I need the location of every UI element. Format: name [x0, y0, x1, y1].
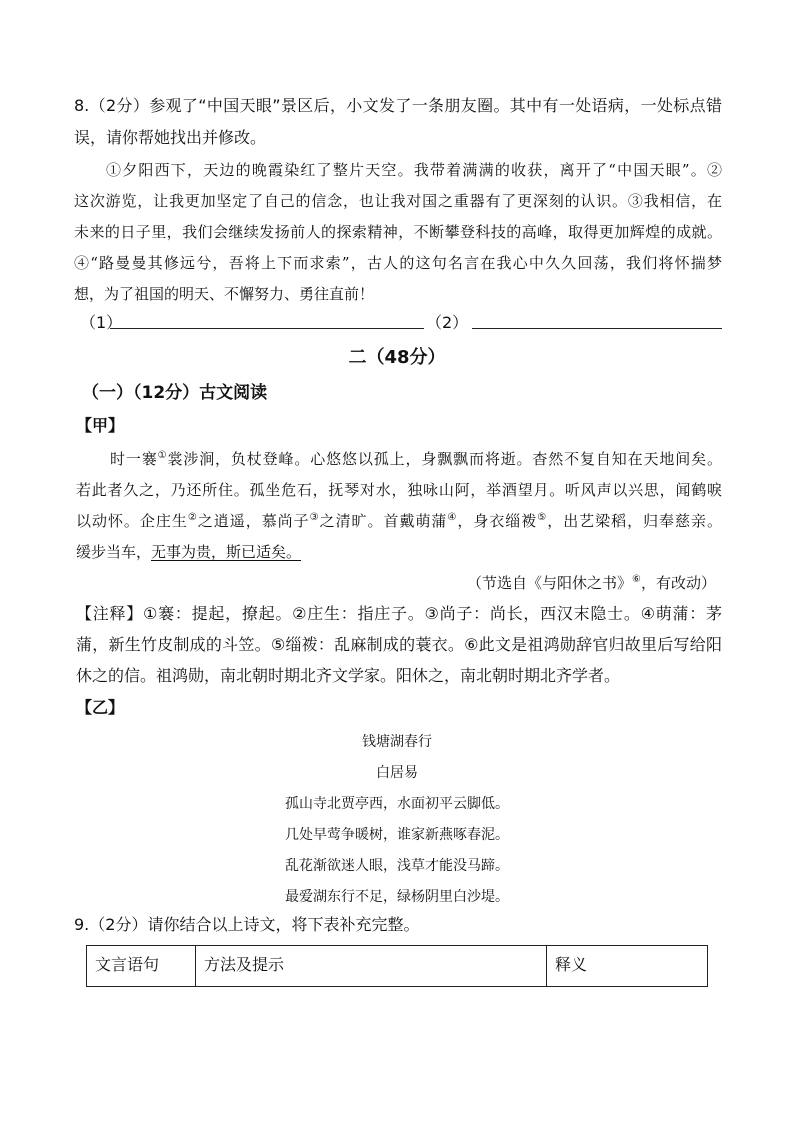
answer-label-1: （1）: [80, 313, 123, 332]
passage-yi-label: 【乙】: [76, 698, 125, 717]
q8-passage-line-2: 这次游览，让我更加坚定了自己的信念，也让我对国之重器有了更深刻的认识。③我相信，在: [74, 192, 722, 210]
table-header-row: [87, 946, 708, 987]
q9-table: [86, 945, 708, 987]
underlined-sentence: 无事为贵，斯已适矣。: [151, 543, 302, 561]
passage-jia-label: 【甲】: [76, 416, 125, 435]
poem-title: 钱塘湖春行: [362, 734, 432, 750]
section-title: 二（48分）: [348, 347, 446, 368]
q8-passage-line-5: 想，为了祖国的明天、不懈努力、勇往直前！: [74, 285, 375, 303]
jia-line-4: 缓步当车，无事为贵，斯已适矣。: [76, 543, 302, 561]
notes-line-2: 蒲，新生竹皮制成的斗笠。⑤缁袯：乱麻制成的蓑衣。⑥此文是祖鸿勋辞官归故里后写给阳: [76, 635, 722, 654]
poem-line-2: 几处早莺争暖树，谁家新燕啄春泥。: [285, 827, 509, 843]
poem-line-3: 乱花渐欲迷人眼，浅草才能没马蹄。: [285, 858, 509, 874]
jia-line-3: 以动怀。企庄生②之逍遥，慕尚子③之清旷。首戴萌蒲④，身衣缁袯⑤，出艺梁稻，归奉慈亲。: [76, 512, 722, 530]
answer-blank-1[interactable]: [110, 328, 424, 329]
q8-passage-line-3: 未来的日子里，我们会继续发扬前人的探索精神，不断攀登科技的高峰，取得更加辉煌的成就。: [74, 223, 722, 241]
notes-line-1: 【注释】①褰：提起，撩起。②庄生：指庄子。③尚子：尚长，西汉末隐士。④萌蒲：茅: [76, 604, 722, 623]
table-header-cell: 释义: [547, 946, 708, 987]
question-8-line-2: 误，请你帮她找出并修改。: [74, 128, 267, 147]
q8-passage-line-1: ①夕阳西下，天边的晚霞染红了整片天空。我带着满满的收获，离开了“中国天眼”。②: [106, 161, 722, 179]
reading-subtitle: （一）（12分）古文阅读: [82, 383, 268, 403]
answer-blank-2[interactable]: [472, 328, 722, 329]
question-9-prompt: 9.（2分）请你结合以上诗文，将下表补充完整。: [74, 915, 420, 934]
jia-line-1: 时一褰①裳涉涧，负杖登峰。心悠悠以孤上，身飘飘而将逝。杳然不复自知在天地间矣。: [110, 450, 722, 468]
answer-label-2: （2）: [426, 313, 469, 332]
source-citation: （节选自《与阳休之书》⑥，有改动）: [467, 574, 716, 592]
poem-author: 白居易: [376, 765, 418, 781]
poem-line-1: 孤山寺北贾亭西，水面初平云脚低。: [285, 796, 509, 812]
q8-passage-line-4: ④“路曼曼其修远兮，吾将上下而求索”，古人的这句名言在我心中久久回荡，我们将怀揣梦: [74, 254, 722, 272]
notes-line-3: 休之的信。祖鸿勋，南北朝时期北齐文学家。阳休之，南北朝时期北齐学者。: [76, 666, 621, 685]
question-8-line-1: 8.（2分）参观了“中国天眼”景区后，小文发了一条朋友圈。其中有一处语病，一处标点错: [74, 96, 722, 115]
table-header-cell: 方法及提示: [196, 946, 547, 987]
jia-line-2: 若此者久之，乃还所住。孤坐危石，抚琴对水，独咏山阿，举酒望月。听风声以兴思，闻鹤唳: [76, 481, 722, 499]
poem-line-4: 最爱湖东行不足，绿杨阴里白沙堤。: [285, 889, 509, 905]
table-header-cell: 文言语句: [87, 946, 196, 987]
